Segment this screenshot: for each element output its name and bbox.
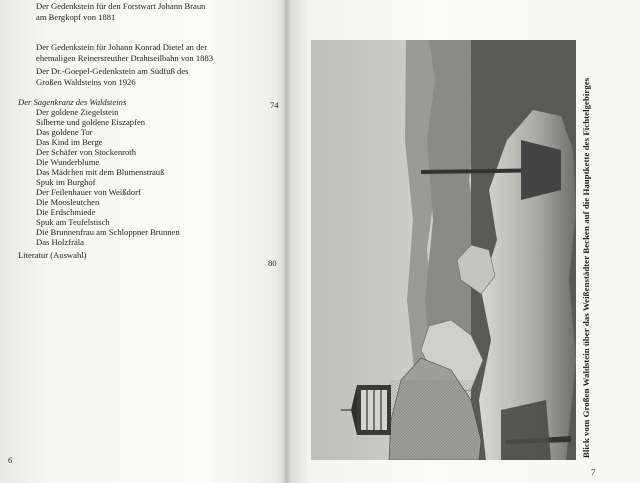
legend-item: Das Holzfräla: [36, 237, 84, 247]
legend-item: Das goldene Tor: [36, 127, 93, 137]
intro-line: ehemaligen Reinersreuther Drahtseilbahn von 1883: [36, 53, 214, 63]
literature-title: Literatur (Auswahl): [18, 250, 87, 260]
intro-line: Der Gedenkstein für den Forstwart Johann Braun: [36, 1, 206, 11]
page-number-left: 6: [8, 455, 13, 465]
legend-item: Die Wunderblume: [36, 157, 100, 167]
legend-item: Das Mädchen mit dem Blumenstrauß: [36, 167, 165, 177]
legend-item: Die Brunnenfrau am Schloppner Brunnen: [36, 227, 180, 237]
legend-item: Silberne und goldene Eiszapfen: [36, 117, 146, 127]
landscape-engraving: [311, 40, 576, 460]
legend-item: Die Moosleutchen: [36, 197, 100, 207]
page-number-right: 7: [591, 467, 596, 477]
literature-page-number: 80: [268, 258, 277, 268]
legend-item: Der Schäfer von Stockenroth: [36, 147, 136, 157]
intro-line: am Bergkopf von 1881: [36, 12, 116, 22]
legend-item: Die Erdschmiede: [36, 207, 96, 217]
figure-caption: Blick vom Großen Waldstein über das Weißenstädter Becken auf die Hauptkette des Fichtelgebirges: [581, 77, 591, 458]
legend-item: Spuk im Burghof: [36, 177, 96, 187]
legend-item: Der Feilenhauer von Weißdorf: [36, 187, 141, 197]
left-page: [0, 0, 287, 483]
intro-line: Der Gedenkstein für Johann Konrad Dietel an der: [36, 42, 208, 52]
intro-line: Großen Waldsteins von 1926: [36, 77, 136, 87]
legend-item: Spuk am Teufelstisch: [36, 217, 110, 227]
section-page-number: 74: [270, 100, 279, 110]
intro-line: Der Dr.-Goepel-Gedenkstein am Südfuß des: [36, 66, 189, 76]
legend-item: Der goldene Ziegelstein: [36, 107, 119, 117]
section-title: Der Sagenkranz des Waldsteins: [18, 97, 127, 107]
legend-item: Das Kind im Berge: [36, 137, 103, 147]
book-gutter: [283, 0, 291, 483]
